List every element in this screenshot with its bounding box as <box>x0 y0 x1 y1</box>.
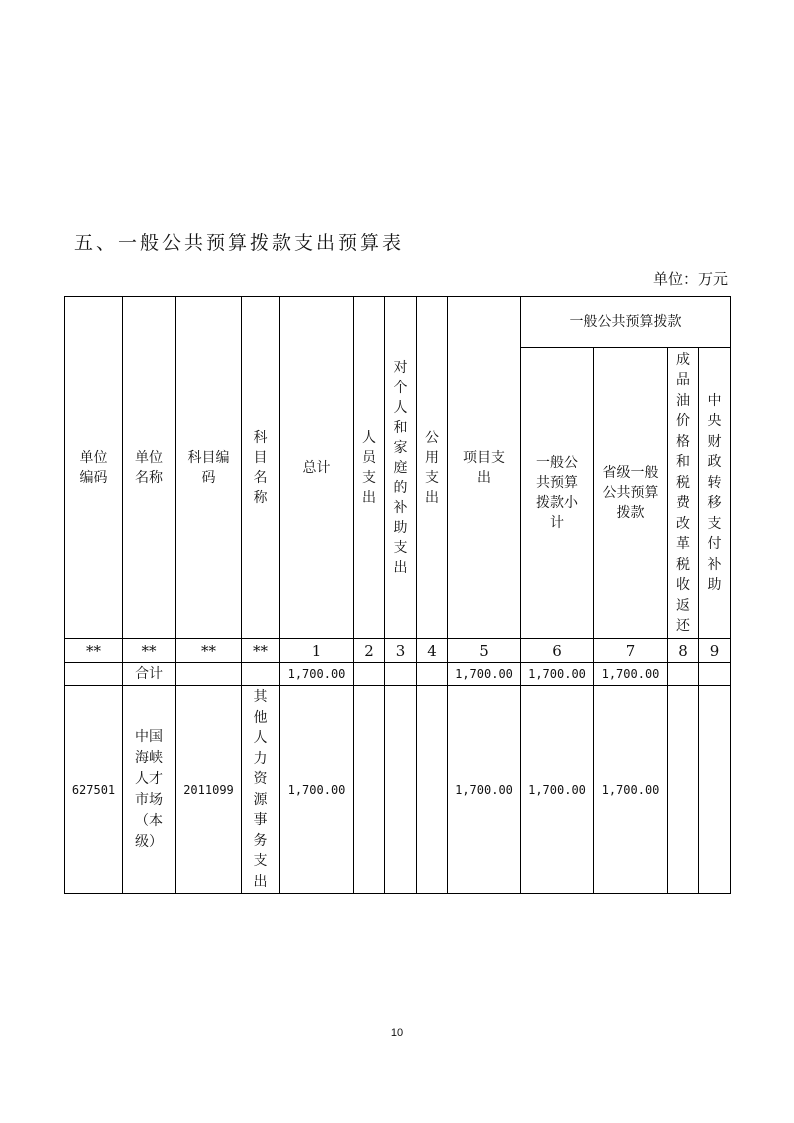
header-gp-subtotal: 一般公共预算拨款小计 <box>521 348 594 639</box>
total-label: 合计 <box>123 663 176 686</box>
index-row <box>65 639 731 663</box>
row-personnel <box>354 686 385 894</box>
index-cell: ** <box>242 639 280 663</box>
index-cell: ** <box>176 639 242 663</box>
index-cell: 2 <box>354 639 385 663</box>
budget-table <box>64 296 731 894</box>
index-cell: ** <box>65 639 123 663</box>
header-subject-name: 科目名称 <box>242 297 280 639</box>
row-personal-family <box>385 686 417 894</box>
header-personal-family: 对个人和家庭的补助支出 <box>385 297 417 639</box>
index-cell: 8 <box>668 639 699 663</box>
header-central-transfer: 中央财政转移支付补助 <box>699 348 731 639</box>
index-cell: 3 <box>385 639 417 663</box>
total-cell-empty <box>668 663 699 686</box>
total-cell-empty <box>242 663 280 686</box>
header-dept-code: 单位编码 <box>65 297 123 639</box>
row-project: 1,700.00 <box>448 686 521 894</box>
table-row <box>65 686 731 894</box>
total-row <box>65 663 731 686</box>
header-oil-tax-refund: 成品油价格和税费改革税收返还 <box>668 348 699 639</box>
row-central-transfer <box>699 686 731 894</box>
total-cell-empty <box>417 663 448 686</box>
row-provincial: 1,700.00 <box>594 686 668 894</box>
row-oil-tax-refund <box>668 686 699 894</box>
total-cell-empty <box>385 663 417 686</box>
header-personnel: 人员支出 <box>354 297 385 639</box>
row-dept-code: 627501 <box>65 686 123 894</box>
index-cell: 9 <box>699 639 731 663</box>
header-group: 一般公共预算拨款 <box>521 297 731 348</box>
row-dept-name: 中国海峡人才市场（本级） <box>123 686 176 894</box>
row-subject-name: 其他人力资源事务支出 <box>242 686 280 894</box>
page-number: 10 <box>390 1027 404 1039</box>
total-cell-empty <box>699 663 731 686</box>
header-project: 项目支出 <box>448 297 521 639</box>
row-subject-code: 2011099 <box>176 686 242 894</box>
total-gp-subtotal: 1,700.00 <box>521 663 594 686</box>
header-provincial: 省级一般公共预算拨款 <box>594 348 668 639</box>
row-public-use <box>417 686 448 894</box>
total-cell-empty <box>354 663 385 686</box>
index-cell: 6 <box>521 639 594 663</box>
index-cell: 1 <box>280 639 354 663</box>
row-total: 1,700.00 <box>280 686 354 894</box>
page-title: 五、一般公共预算拨款支出预算表 <box>74 232 405 254</box>
header-dept-name: 单位名称 <box>123 297 176 639</box>
row-gp-subtotal: 1,700.00 <box>521 686 594 894</box>
header-total: 总计 <box>280 297 354 639</box>
total-cell-empty <box>65 663 123 686</box>
total-project: 1,700.00 <box>448 663 521 686</box>
total-cell-empty <box>176 663 242 686</box>
header-subject-code: 科目编码 <box>176 297 242 639</box>
total-provincial: 1,700.00 <box>594 663 668 686</box>
index-cell: 5 <box>448 639 521 663</box>
header-public-use: 公用支出 <box>417 297 448 639</box>
index-cell: ** <box>123 639 176 663</box>
index-cell: 4 <box>417 639 448 663</box>
header-row-1 <box>65 297 731 348</box>
total-total: 1,700.00 <box>280 663 354 686</box>
index-cell: 7 <box>594 639 668 663</box>
unit-label: 单位：万元 <box>652 270 728 288</box>
